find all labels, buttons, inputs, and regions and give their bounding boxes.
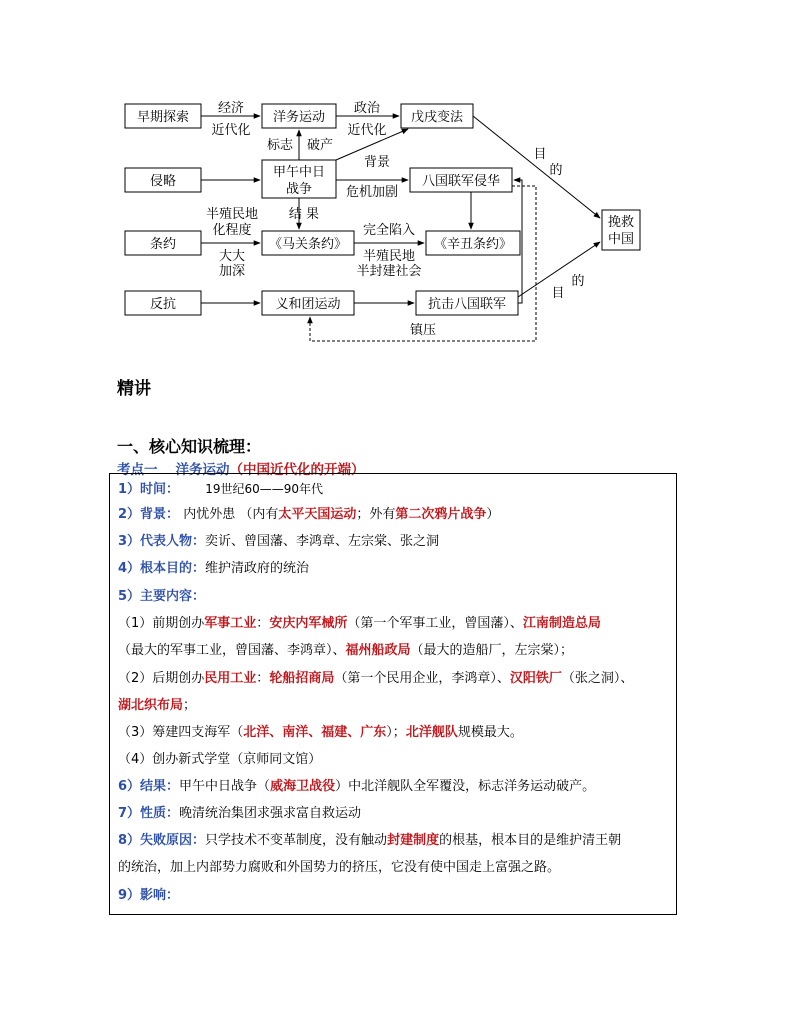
svg-text:镇压: 镇压 [409,323,437,338]
content-item-3 [118,724,668,742]
concept-diagram [0,0,794,360]
svg-text:背景: 背景 [363,155,391,170]
svg-text:早期探索: 早期探索 [136,110,190,125]
highlight: 安庆内军械所 [269,616,348,631]
value-time: 19世纪60——90年代 [205,482,323,496]
label-nature: 7）性质： [118,806,180,821]
svg-text:加深: 加深 [218,264,246,279]
svg-text:甲午中日: 甲午中日 [272,165,326,180]
row-result [118,778,668,796]
heading-section: 一、核心知识梳理： [117,437,262,456]
svg-text:大大: 大大 [218,249,246,264]
text: ） [486,507,500,522]
box-kangji [416,291,518,315]
box-wuxu [401,104,473,128]
knowledge-panel [109,473,677,915]
text: ；外有 [356,507,396,522]
value-purpose: 维护清政府的统治 [205,561,310,576]
content-item-1-cont [118,642,668,660]
svg-text:目: 目 [551,286,565,301]
content-item-4 [118,751,668,769]
label-content: 5）主要内容： [118,589,206,604]
svg-text:中国: 中国 [607,232,635,247]
highlight: 北洋、南洋、福建、广东 [243,725,387,740]
label-failure: 8）失败原因： [118,833,206,848]
zhenya-dashed-arrows [310,186,536,341]
highlight: 封建制度 [387,833,440,848]
highlight: 北洋舰队 [405,725,458,740]
svg-text:半殖民地: 半殖民地 [205,207,259,222]
highlight: 民用工业 [204,671,257,686]
svg-text:《辛丑条约》: 《辛丑条约》 [433,237,513,252]
svg-text:目: 目 [533,147,547,162]
svg-text:危机加剧: 危机加剧 [345,185,399,200]
text: ）中北洋舰队全军覆没，标志洋务运动破产。 [335,779,596,794]
svg-text:反抗: 反抗 [149,297,177,312]
highlight: 军事工业 [204,616,257,631]
svg-text:完全陷入: 完全陷入 [362,223,416,238]
label-time: 1）时间： [118,482,180,497]
highlight: 第二次鸦片战争 [395,507,487,522]
label-purpose: 4）根本目的： [118,561,206,576]
highlight: 太平天国运动 [278,507,357,522]
heading-jingjiang: 精讲 [117,379,151,399]
svg-text:破产: 破产 [306,138,334,153]
row-background [118,506,668,524]
text: ； [183,698,197,713]
row-content [118,588,668,606]
text: 甲午中日战争（ [179,779,271,794]
text: ）； [386,725,406,740]
content-item-1 [118,615,668,633]
svg-text:标志: 标志 [266,138,294,153]
highlight: 江南制造总局 [522,616,601,631]
svg-text:《马关条约》: 《马关条约》 [268,237,348,252]
box-jiawu [262,160,336,198]
kaodian-note: （中国近代化的开端） [229,462,365,478]
svg-text:结 果: 结 果 [288,207,320,222]
svg-text:挽救: 挽救 [607,215,635,230]
text: ： [256,671,270,686]
svg-text:洋务运动: 洋务运动 [272,110,326,125]
box-zaoqitansuo [125,104,201,128]
svg-text:的: 的 [571,274,585,289]
svg-text:半封建社会: 半封建社会 [356,264,422,279]
svg-text:化程度: 化程度 [212,223,252,238]
row-failure [118,832,668,850]
text: 规模最大。 [457,725,523,740]
svg-text:戊戌变法: 戊戌变法 [410,110,464,125]
box-goal [602,210,640,250]
text: 内忧外患 （内有 [183,507,279,522]
svg-text:侵略: 侵略 [149,174,177,189]
text: 只学技术不变革制度，没有触动 [205,833,388,848]
box-maguan [262,231,354,255]
label-impact: 9）影响： [118,888,180,903]
svg-text:义和团运动: 义和团运动 [275,297,341,312]
value-nature: 晚清统治集团求强求富自救运动 [179,806,362,821]
diagram-svg [0,0,794,360]
box-yihetuan [262,291,354,315]
svg-text:战争: 战争 [285,182,313,197]
value-figures: 奕䜣、曾国藩、李鸿章、左宗棠、张之洞 [205,534,440,549]
text: （第一个军事工业，曾国藩）、 [347,616,523,631]
box-baguo [410,168,512,192]
label-figures: 3）代表人物： [118,534,206,549]
text: （2）后期创办 [118,671,205,686]
svg-text:的: 的 [549,163,563,178]
highlight: 威海卫战役 [270,779,336,794]
svg-text:近代化: 近代化 [347,123,387,138]
svg-text:经济: 经济 [217,101,245,116]
text: （最大的造船厂，左宗棠）； [410,643,574,658]
highlight: 湖北织布局 [118,698,184,713]
svg-text:条约: 条约 [149,237,177,252]
text: ： [256,616,270,631]
svg-text:政治: 政治 [353,101,381,116]
text: （1）前期创办 [118,616,205,631]
svg-text:八国联军侵华: 八国联军侵华 [421,174,501,189]
highlight: 轮船招商局 [269,671,335,686]
highlight: 汉阳铁厂 [509,671,562,686]
box-qinlue [125,168,201,192]
content-item-2 [118,670,668,688]
box-fankang [125,291,201,315]
svg-text:半殖民地: 半殖民地 [362,249,416,264]
row-time [118,480,668,499]
text: （4）创办新式学堂（京师同文馆） [118,752,322,767]
row-impact [118,887,668,905]
kaodian-title: 洋务运动 [175,462,230,478]
text: 的统治，加上内部势力腐败和外国势力的挤压，它没有使中国走上富强之路。 [118,860,561,875]
text: （第一个民用企业，李鸿章）、 [334,671,510,686]
text: 的根基，根本目的是维护清王朝 [439,833,622,848]
box-xinchou [426,231,520,255]
text: （最大的军事工业，曾国藩、李鸿章）、 [118,643,346,658]
row-figures [118,533,668,551]
box-tiaoyue [125,231,201,255]
row-failure-cont [118,859,668,877]
svg-text:抗击八国联军: 抗击八国联军 [427,297,507,312]
label-background: 2）背景： [118,507,180,522]
text: （张之洞）、 [561,671,634,686]
svg-text:近代化: 近代化 [211,123,251,138]
content-item-2-cont [118,697,668,715]
kaodian-label: 考点一 [117,462,158,478]
label-result: 6）结果： [118,779,180,794]
box-yangwu [262,104,336,128]
row-nature [118,805,668,823]
highlight: 福州船政局 [345,643,411,658]
row-purpose [118,560,668,578]
text: （3）筹建四支海军（ [118,725,244,740]
